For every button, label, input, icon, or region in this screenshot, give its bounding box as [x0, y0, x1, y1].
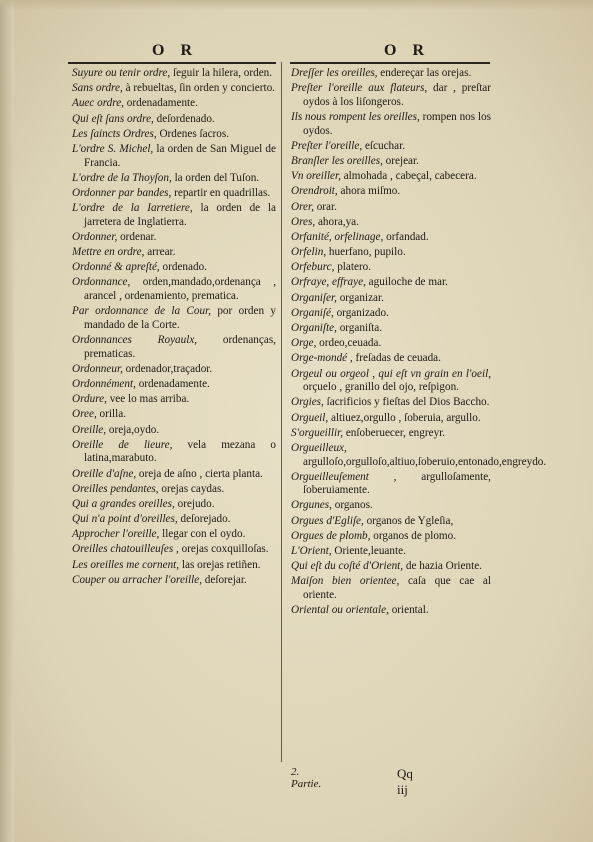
entry-translation: argulloſamente, ſoberuiamente.	[303, 470, 491, 497]
entry-translation: eſcuchar.	[362, 139, 406, 152]
dictionary-entry	[291, 307, 491, 321]
entry-headword: Organiſer,	[291, 291, 337, 304]
entry-headword: Orgues d'Egliſe,	[291, 514, 364, 527]
entry-translation: la orden del Tuſon.	[171, 171, 260, 184]
entry-translation: ſeguir la hilera, orden.	[170, 67, 273, 79]
entry-translation: oreja,oydo.	[106, 423, 160, 436]
dictionary-entry	[72, 172, 276, 186]
dictionary-entry	[291, 170, 491, 184]
entry-headword: Oreilles chatouilleuſes ,	[72, 543, 179, 556]
dictionary-entry	[291, 140, 491, 154]
dictionary-entry	[72, 143, 276, 170]
dictionary-entry	[72, 82, 276, 96]
dictionary-entry	[291, 201, 491, 215]
dictionary-entry	[291, 337, 491, 351]
entry-translation: orilla.	[96, 408, 126, 421]
entry-headword: Couper ou arracher l'oreille,	[72, 573, 202, 586]
dictionary-entry	[72, 574, 276, 588]
entry-translation: ordenanças, prematicas.	[84, 334, 276, 360]
running-head-left: O R	[152, 42, 198, 59]
dictionary-entry	[291, 412, 491, 426]
entry-headword: Par ordonnance de la Cour,	[72, 305, 211, 318]
entry-translation: organizar.	[336, 291, 384, 304]
entry-headword: S'orgueillir,	[291, 426, 344, 439]
entry-headword: Orfeburc,	[291, 261, 335, 274]
entry-headword: Ordonné & apreſté,	[72, 261, 160, 274]
entry-translation: ſacrificios y fieſtas del Dios Baccho.	[323, 396, 490, 409]
dictionary-entry	[291, 185, 491, 199]
entry-headword: Qui eſt du coſté d'Orient,	[291, 560, 404, 573]
entry-headword: Qui a grandes oreilles,	[72, 497, 175, 510]
running-head-right: O R	[384, 42, 430, 59]
entry-translation: argulloſo,orgulloſo,altiuo,ſoberuio,entonado,engreydo.	[303, 455, 547, 468]
entry-translation: las orejas retiñen.	[179, 558, 261, 571]
entry-headword: Orgueilleux,	[291, 441, 347, 454]
entry-translation: deſorejado.	[177, 513, 231, 526]
signature-mark: Qq iij	[397, 766, 413, 797]
entry-translation: huerfano, pupilo.	[326, 246, 406, 259]
entry-translation: platero.	[334, 261, 372, 274]
entry-translation: ahora,ya.	[315, 215, 359, 228]
dictionary-entry	[291, 368, 491, 395]
dictionary-entry	[72, 113, 276, 127]
entry-translation: organiſta.	[336, 322, 383, 334]
entry-translation: orejas caydas.	[158, 482, 225, 495]
entry-headword: Orfelin,	[291, 246, 327, 259]
dictionary-entry	[291, 530, 491, 544]
entry-headword: Oreilles pendantes,	[72, 482, 159, 495]
entry-headword: L'ordre S. Michel,	[72, 142, 154, 155]
dictionary-entry	[291, 560, 491, 574]
entry-translation: aguiloche de mar.	[365, 276, 448, 289]
entry-headword: Oreille de lieure,	[72, 438, 173, 451]
dictionary-entry	[72, 468, 276, 482]
entry-headword: Vn oreiller,	[291, 170, 341, 183]
entry-headword: Ordonnance,	[72, 276, 131, 289]
entry-translation: enſoberuecer, engreyr.	[343, 426, 446, 439]
dictionary-entry	[291, 515, 491, 529]
dictionary-entry	[291, 396, 491, 410]
entry-translation: rompen nos los oydos.	[303, 110, 491, 137]
entry-headword: L'ordre de la Iarretiere,	[72, 202, 193, 215]
entry-headword: Ordonneur,	[72, 362, 123, 375]
entry-headword: Ordonner,	[72, 230, 118, 243]
entry-translation: freſadas de ceuada.	[352, 352, 441, 365]
entry-headword: Orer,	[291, 200, 314, 213]
entry-translation: ordenar.	[117, 230, 157, 243]
entry-translation: deſordenado.	[153, 112, 215, 125]
entry-translation: vee lo mas arriba.	[106, 393, 190, 406]
entry-translation: organos de Ygleſia,	[363, 514, 454, 527]
entry-translation: altiuez,orgullo , ſoberuia, argullo.	[328, 411, 481, 424]
entry-headword: Qui n'a point d'oreilles,	[72, 513, 178, 526]
dictionary-entry	[72, 408, 276, 422]
entry-translation: arrear.	[144, 246, 176, 259]
entry-translation: la orden de la jarretera de Inglatierra.	[84, 202, 276, 228]
entry-headword: Orendroit,	[291, 185, 338, 198]
dictionary-entry	[291, 427, 491, 441]
dictionary-entry	[72, 305, 276, 332]
entry-headword: Oree,	[72, 408, 97, 421]
entry-headword: Les oreilles me cornent,	[72, 558, 180, 571]
dictionary-entry	[72, 187, 276, 201]
column-divider	[281, 62, 282, 762]
dictionary-entry	[291, 67, 491, 81]
entry-translation: organos.	[331, 499, 373, 512]
entry-headword: Orge,	[291, 337, 317, 350]
entry-headword: Organiſte,	[291, 322, 337, 334]
dictionary-entry	[72, 424, 276, 438]
dictionary-entry	[72, 483, 276, 497]
entry-headword: Maiſon bien orientee,	[291, 575, 400, 588]
dictionary-entry	[72, 128, 276, 142]
entry-headword: Orgies,	[291, 396, 324, 409]
entry-headword: Auec ordre,	[72, 97, 124, 110]
entry-headword: Ordonner par bandes,	[72, 186, 172, 199]
entry-headword: Preſter l'oreille aux flateurs,	[291, 82, 428, 95]
entry-translation: orejear.	[382, 154, 419, 167]
entry-headword: Ordonnances Royaulx,	[72, 334, 198, 346]
entry-translation: almohada , cabeçal, cabecera.	[340, 170, 477, 183]
dictionary-entry	[72, 97, 276, 111]
dictionary-entry	[291, 276, 491, 290]
dictionary-entry	[291, 441, 547, 469]
entry-translation: orçuelo , granillo del ojo, reſpigon.	[303, 381, 459, 394]
dictionary-entry	[72, 202, 276, 229]
dictionary-entry	[291, 82, 491, 109]
entry-headword: Qui eſt ſans ordre,	[72, 112, 154, 125]
dictionary-entry	[72, 543, 276, 557]
entry-headword: Orfanité, orfelinage,	[291, 230, 384, 243]
entry-translation: orejas coxquilloſas.	[178, 543, 269, 556]
entry-translation: orar.	[313, 200, 337, 213]
dictionary-entry	[291, 216, 491, 230]
entry-translation: dar , preſtar oydos à los liſongeros.	[303, 82, 492, 108]
entry-headword: Oreille,	[72, 423, 107, 436]
entry-translation: ordenador,traçador.	[122, 362, 213, 375]
entry-headword: L'Orient,	[291, 545, 332, 558]
entry-translation: organizado.	[333, 306, 389, 319]
entry-headword: Branſler les oreilles,	[291, 154, 383, 167]
entry-translation: ordenado.	[159, 261, 207, 274]
left-column	[72, 67, 276, 589]
entry-translation: la orden de San Miguel de Francia.	[84, 142, 276, 169]
page-gutter	[0, 0, 14, 842]
dictionary-entry	[291, 352, 491, 366]
dictionary-entry	[72, 513, 276, 527]
entry-headword: Dreſſer les oreilles,	[291, 67, 378, 79]
dictionary-entry	[291, 575, 491, 602]
entry-translation: vela mezana o latina,marabuto.	[84, 438, 277, 465]
entry-translation: oreja de aſno , cierta planta.	[136, 467, 263, 480]
entry-headword: Oriental ou orientale,	[291, 604, 389, 617]
entry-translation: ordenadamente.	[135, 377, 210, 390]
entry-headword: Orgueil,	[291, 411, 329, 424]
dictionary-entry	[291, 155, 491, 169]
entry-translation: organos de plomo.	[370, 529, 457, 542]
dictionary-entry	[291, 471, 491, 498]
entry-headword: Ores,	[291, 215, 316, 228]
dictionary-entry	[72, 528, 276, 542]
dictionary-entry	[291, 499, 491, 513]
entry-translation: Oriente,leuante.	[331, 545, 406, 558]
entry-headword: Oreille d'aſne,	[72, 467, 137, 480]
dictionary-entry	[291, 111, 491, 138]
entry-translation: caſa que cae al oriente.	[303, 575, 491, 601]
dictionary-entry	[72, 393, 276, 407]
entry-translation: oriental.	[388, 604, 429, 617]
dictionary-entry	[291, 231, 491, 245]
dictionary-entry	[72, 261, 276, 275]
dictionary-entry	[72, 363, 276, 377]
entry-translation: deſorejar.	[202, 573, 247, 586]
entry-translation: orfandad.	[383, 230, 429, 243]
entry-translation: endereçar las orejas.	[377, 67, 472, 79]
entry-translation: orden,mandado,ordenança , arancel , ordenamiento, prematica.	[84, 276, 276, 303]
dictionary-entry	[291, 545, 491, 559]
entry-translation: ahora miſmo.	[337, 185, 401, 198]
entry-translation: Ordenes ſacros.	[156, 127, 230, 140]
entry-translation: llegar con el oydo.	[159, 528, 246, 541]
entry-headword: Organiſé,	[291, 306, 334, 319]
entry-headword: Orgues de plomb,	[291, 529, 371, 542]
dictionary-entry	[291, 322, 491, 336]
dictionary-entry	[72, 276, 276, 303]
entry-translation: ordenadamente.	[123, 97, 198, 110]
entry-headword: Preſter l'oreille,	[291, 139, 363, 152]
entry-headword: Sans ordre,	[72, 82, 123, 95]
entry-headword: Orgunes,	[291, 499, 332, 512]
entry-headword: Mettre en ordre,	[72, 246, 145, 259]
entry-translation: à rebueltas, ſin orden y concierto.	[122, 82, 275, 95]
dictionary-entry	[72, 67, 276, 81]
dictionary-entry	[72, 559, 276, 573]
dictionary-entry	[291, 246, 491, 260]
entry-headword: Ordure,	[72, 393, 107, 406]
dictionary-entry	[72, 439, 276, 466]
entry-headword: Les ſaincts Ordres,	[72, 127, 157, 140]
dictionary-entry	[72, 334, 276, 361]
right-column	[291, 67, 547, 619]
dictionary-entry	[72, 246, 276, 260]
header-rule-left	[68, 62, 276, 64]
dictionary-entry	[72, 231, 276, 245]
dictionary-entry	[291, 292, 491, 306]
header-rule-right	[290, 62, 490, 64]
entry-translation: orejudo.	[174, 497, 215, 510]
entry-headword: Orfraye, effraye,	[291, 276, 366, 289]
entry-translation: ordeo,ceuada.	[316, 337, 382, 350]
entry-headword: L'ordre de la Thoyſon,	[72, 171, 172, 184]
dictionary-entry	[72, 498, 276, 512]
dictionary-entry	[291, 604, 491, 618]
entry-headword: Ils nous rompent les oreilles,	[291, 110, 420, 123]
entry-headword: Suyure ou tenir ordre,	[72, 67, 171, 79]
signature-label: 2. Partie.	[291, 766, 322, 790]
page-top-edge	[0, 0, 593, 10]
entry-headword: Orgeul ou orgeol , qui eſt vn grain en l'oeil,	[291, 367, 491, 380]
entry-headword: Approcher l'oreille,	[72, 528, 160, 541]
entry-headword: Orge-mondé ,	[291, 352, 353, 365]
entry-translation: repartir en quadrillas.	[171, 186, 271, 199]
dictionary-entry	[291, 261, 491, 275]
entry-headword: Ordonnément,	[72, 377, 136, 390]
entry-translation: de hazia Oriente.	[403, 560, 482, 573]
dictionary-entry	[72, 378, 276, 392]
entry-translation: por orden y mandado de la Corte.	[84, 305, 276, 331]
entry-headword: Orgueilleuſement ,	[291, 470, 397, 483]
